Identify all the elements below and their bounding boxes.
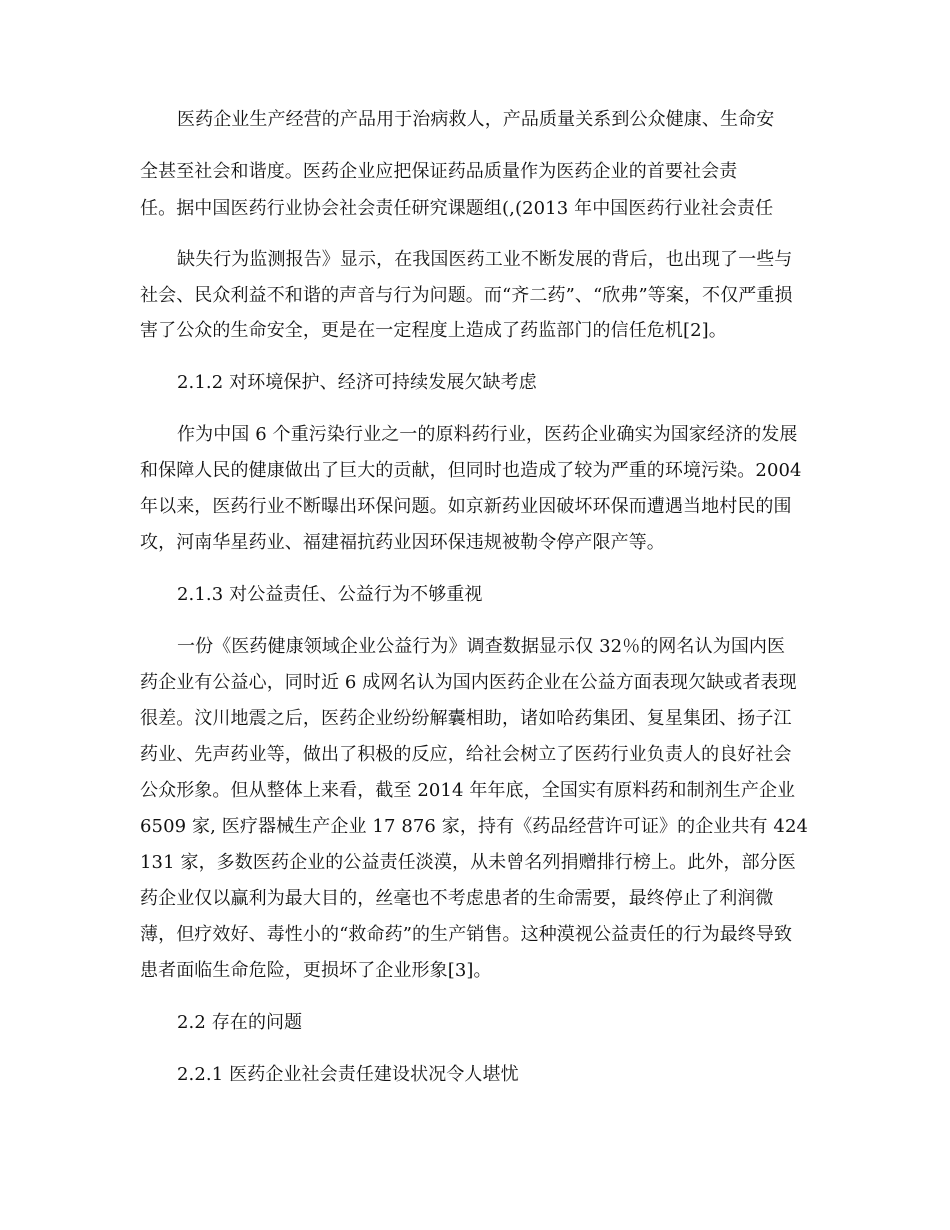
paragraph-line: 薄，但疗效好、毒性小的“救命药”的生产销售。这种漠视公益责任的行为最终导致 (140, 924, 793, 945)
paragraph-line: 医药企业生产经营的产品用于治病救人，产品质量关系到公众健康、生命安 (177, 109, 775, 130)
paragraph-line: 药企业仅以赢利为最大目的，丝毫也不考虑患者的生命需要，最终停止了利润微 (140, 888, 774, 909)
paragraph-line: 攻，河南华星药业、福建福抗药业因环保违规被勒令停产限产等。 (140, 532, 665, 553)
paragraph-line: 药业、先声药业等，做出了积极的反应，给社会树立了医药行业负责人的良好社会 (140, 744, 792, 765)
paragraph-line: 和保障人民的健康做出了巨大的贡献，但同时也造成了较为严重的环境污染。2004 (140, 460, 802, 481)
paragraph-line: 害了公众的生命安全，更是在一定程度上造成了药监部门的信任危机[2]。 (140, 320, 727, 341)
paragraph-line: 社会、民众利益不和谐的声音与行为问题。而“齐二药”、“欣弗”等案，不仅严重损 (140, 285, 793, 306)
section-heading: 2.1.2 对环境保护、经济可持续发展欠缺考虑 (177, 372, 537, 393)
section-heading: 2.2 存在的问题 (177, 1012, 303, 1033)
paragraph-line: 很差。汶川地震之后，医药企业纷纷解囊相助，诸如哈药集团、复星集团、扬子江 (140, 708, 792, 729)
paragraph-line: 缺失行为监测报告》显示，在我国医药工业不断发展的背后，也出现了一些与 (177, 249, 793, 270)
paragraph-line: 一份《医药健康领域企业公益行为》调查数据显示仅 32％的网名认为国内医 (177, 636, 786, 657)
section-heading: 2.2.1 医药企业社会责任建设状况令人堪忧 (177, 1064, 519, 1085)
paragraph-line: 年以来，医药行业不断曝出环保问题。如京新药业因破坏环保而遭遇当地村民的围 (140, 496, 792, 517)
paragraph-line: 药企业有公益心，同时近 6 成网名认为国内医药企业在公益方面表现欠缺或者表现 (140, 672, 797, 693)
paragraph-line: 公众形象。但从整体上来看，截至 2014 年年底，全国实有原料药和制剂生产企业 (140, 780, 796, 801)
paragraph-line: 131 家，多数医药企业的公益责任淡漠，从未曾名列捐赠排行榜上。此外，部分医 (140, 852, 796, 873)
paragraph-line: 6509 家, 医疗器械生产企业 17 876 家，持有《药品经营许可证》的企业共有 424 (140, 816, 809, 837)
paragraph-line: 作为中国 6 个重污染行业之一的原料药行业，医药企业确实为国家经济的发展 (177, 424, 798, 445)
section-heading: 2.1.3 对公益责任、公益行为不够重视 (177, 584, 483, 605)
paragraph-line: 全甚至社会和谐度。医药企业应把保证药品质量作为医药企业的首要社会责 (140, 161, 738, 182)
paragraph-line: 患者面临生命危险，更损坏了企业形象[3]。 (140, 960, 492, 981)
paragraph-line: 任。据中国医药行业协会社会责任研究课题组(,(2013 年中国医药行业社会责任 (140, 198, 774, 219)
